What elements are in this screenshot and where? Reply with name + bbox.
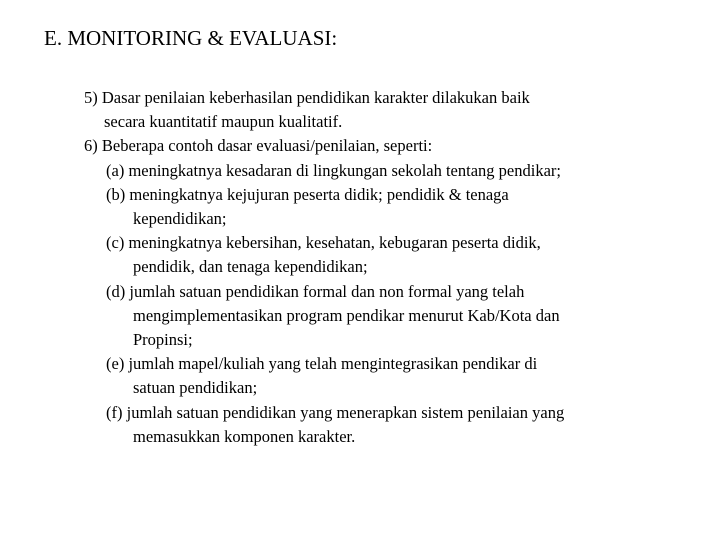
sub-item-line-continuation: mengimplementasikan program pendikar menurut Kab/Kota dan: [133, 305, 560, 325]
sub-item-line: (b) meningkatnya kejujuran peserta didik; pendidik & tenaga: [106, 184, 509, 204]
list-item-5: [0, 86, 644, 134]
sub-item-line: (e) jumlah mapel/kuliah yang telah mengintegrasikan pendikar di: [106, 354, 538, 374]
item-line-continuation: secara kuantitatif maupun kualitatif.: [104, 112, 343, 132]
sub-item-line-continuation: Propinsi;: [133, 330, 193, 350]
sub-item-line-continuation: kependidikan;: [133, 209, 227, 229]
sub-item-line: (a) meningkatnya kesadaran di lingkungan sekolah tentang pendikar;: [106, 160, 561, 180]
sub-item-line-continuation: satuan pendidikan;: [133, 378, 258, 398]
sub-item-f: [0, 401, 666, 449]
sub-item-d: [0, 280, 666, 353]
list-item-6: [0, 134, 644, 158]
sub-item-line: (f) jumlah satuan pendidikan yang menerapkan sistem penilaian yang: [106, 402, 565, 422]
sub-item-a: [0, 159, 666, 183]
sub-item-c: [0, 231, 666, 279]
item-line: 6) Beberapa contoh dasar evaluasi/penilaian, seperti:: [84, 136, 433, 156]
slide-title: E. MONITORING & EVALUASI:: [44, 26, 338, 50]
sub-item-line-continuation: memasukkan komponen karakter.: [133, 426, 356, 446]
sub-item-line: (d) jumlah satuan pendidikan formal dan non formal yang telah: [106, 281, 525, 301]
sub-item-line: (c) meningkatnya kebersihan, kesehatan, kebugaran peserta didik,: [106, 233, 541, 253]
sub-item-e: [0, 352, 666, 400]
item-line: 5) Dasar penilaian keberhasilan pendidikan karakter dilakukan baik: [84, 88, 530, 107]
slide-body: [0, 86, 720, 449]
sub-item-b: [0, 183, 666, 231]
sub-item-line-continuation: pendidik, dan tenaga kependidikan;: [133, 257, 368, 277]
